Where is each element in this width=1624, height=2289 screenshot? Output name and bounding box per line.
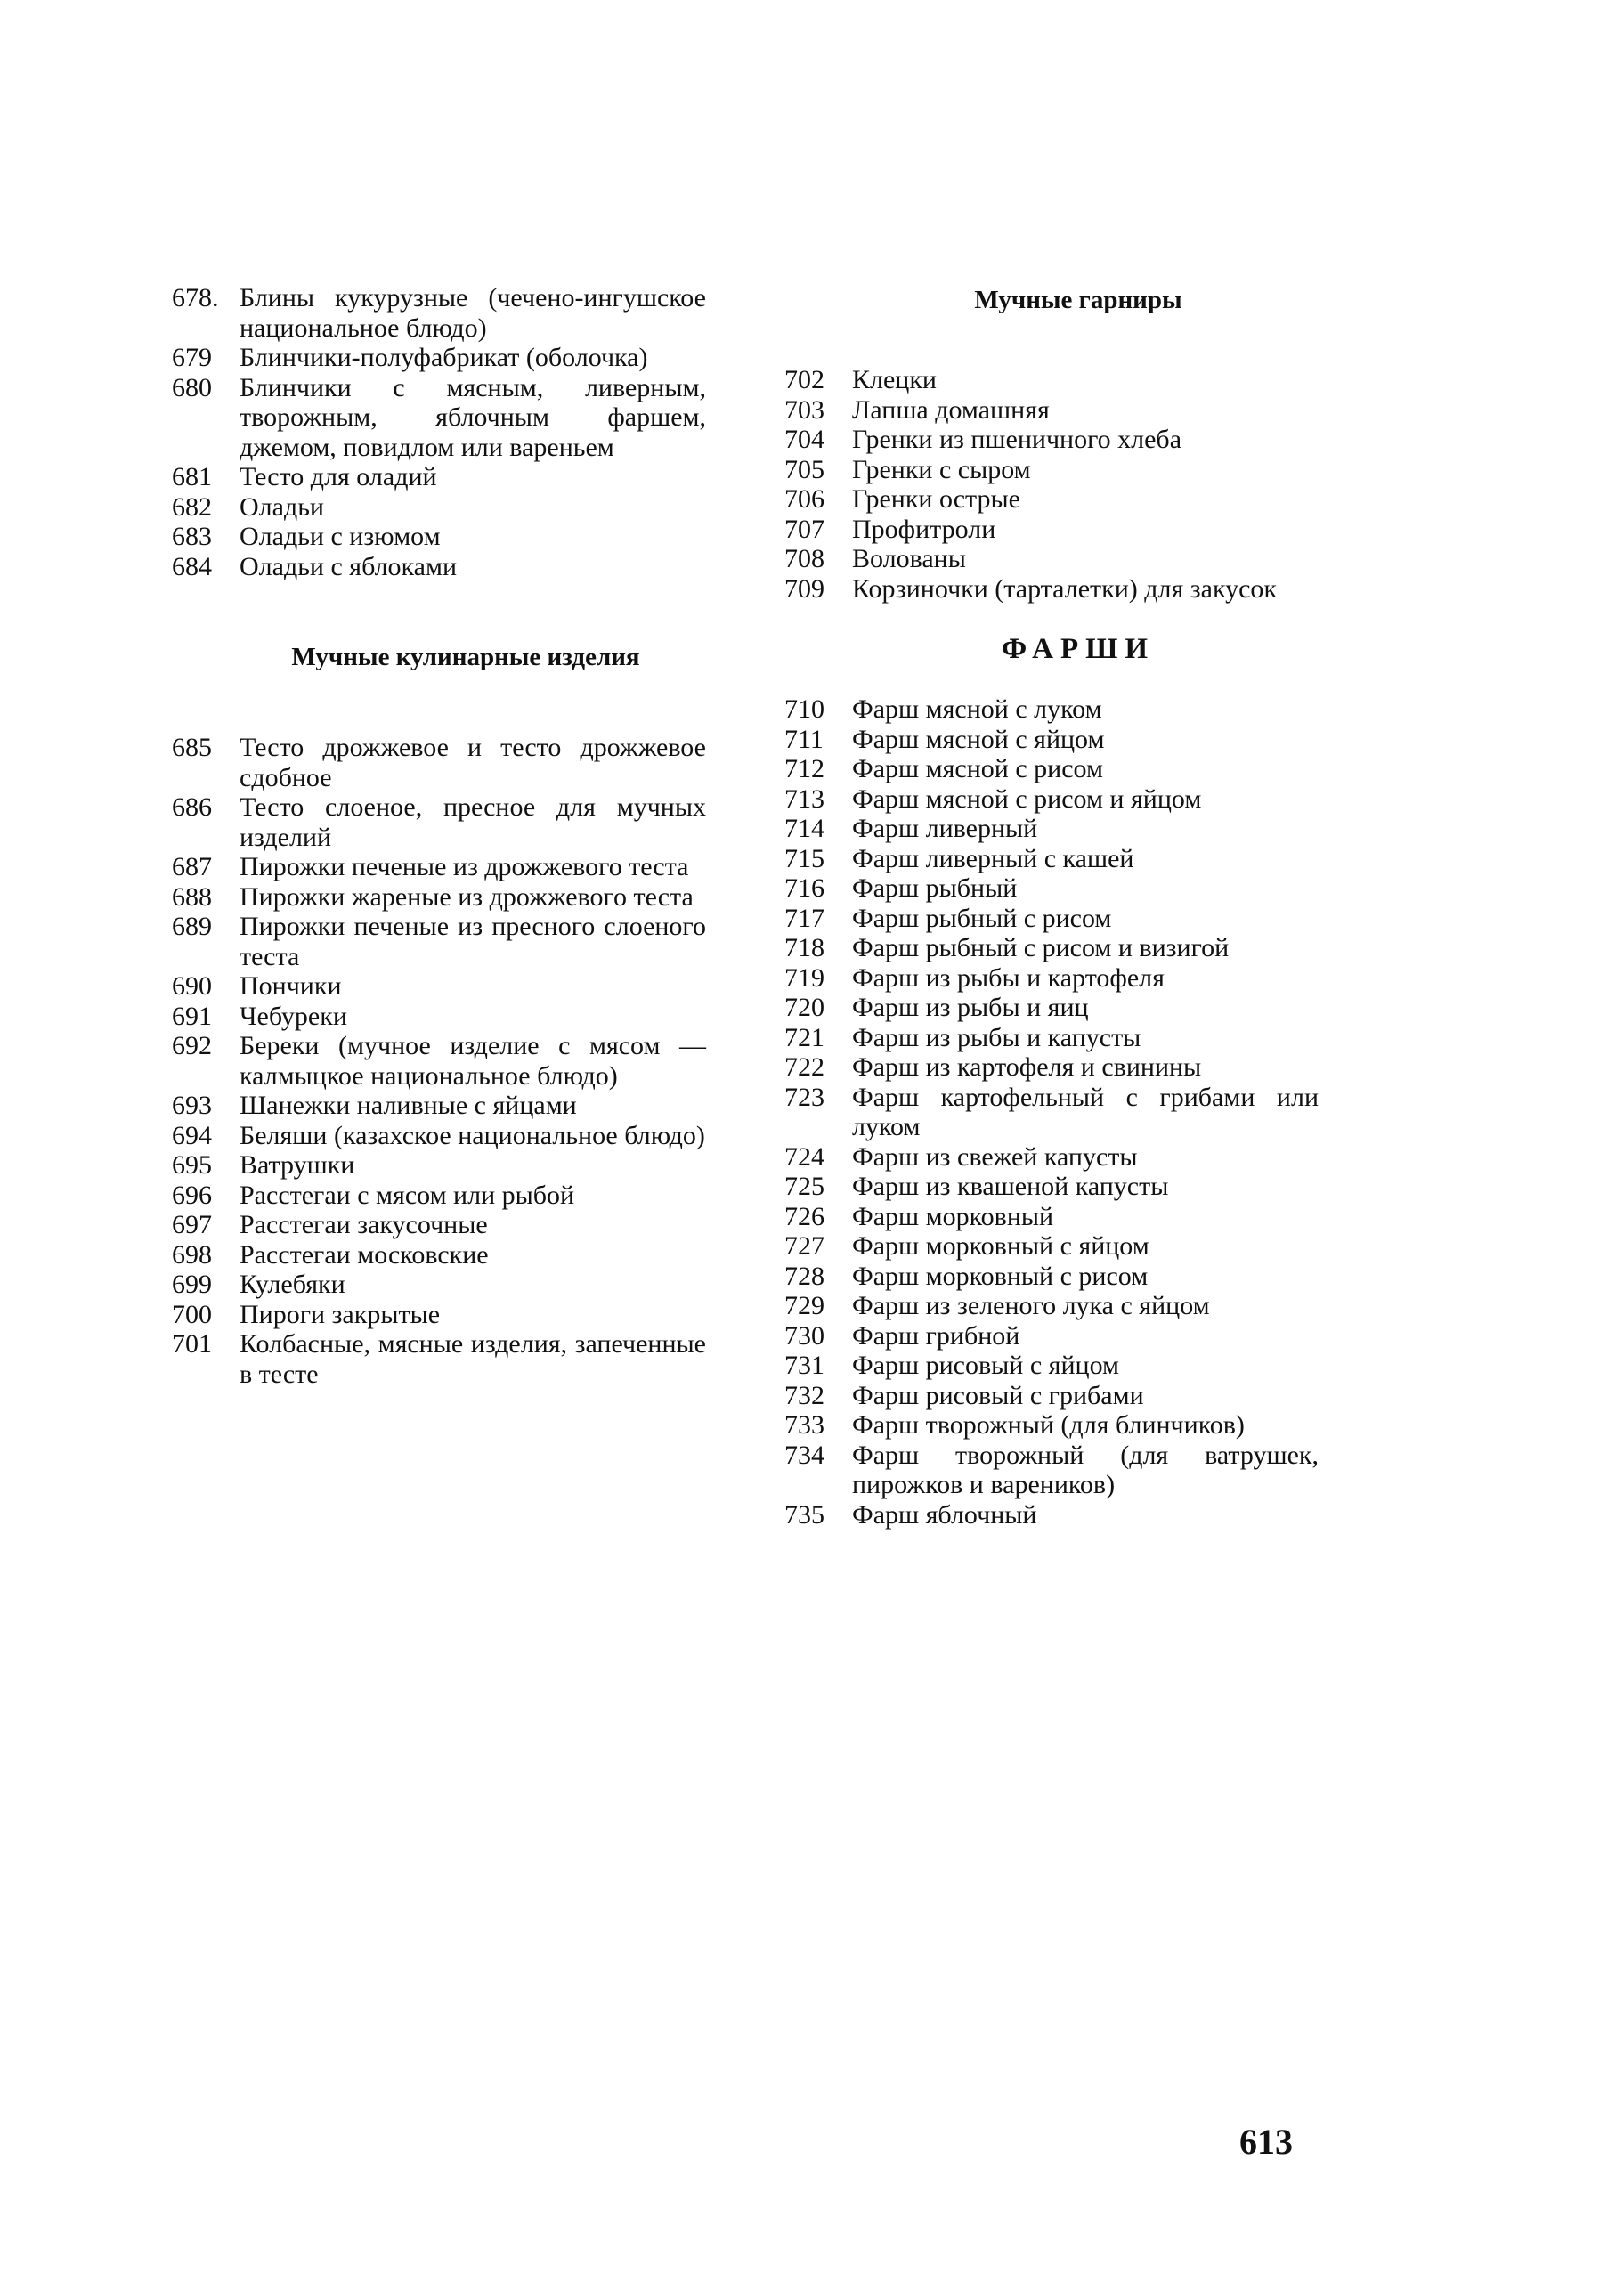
item-number: 708 bbox=[784, 544, 824, 573]
item-title: Пончики bbox=[240, 971, 342, 1001]
list-item bbox=[784, 365, 1319, 395]
item-title: Кулебяки bbox=[240, 1270, 345, 1299]
list-item bbox=[784, 1291, 1319, 1321]
item-number: 709 bbox=[784, 573, 824, 604]
list-item bbox=[784, 784, 1319, 815]
item-number: 681 bbox=[172, 462, 212, 491]
item-number: 693 bbox=[172, 1091, 212, 1120]
item-title: Гренки с сыром bbox=[852, 454, 1031, 484]
item-title: Фарш из квашеной капусты bbox=[852, 1172, 1169, 1201]
item-title: Профитроли bbox=[852, 514, 996, 544]
list-item bbox=[784, 1231, 1319, 1262]
item-title: Оладьи с изюмом bbox=[240, 522, 441, 551]
left-column bbox=[172, 283, 706, 1389]
item-number: 721 bbox=[784, 1022, 824, 1052]
item-title: Фарш картофельный с грибами или луком bbox=[852, 1082, 1319, 1141]
item-number: 734 bbox=[784, 1440, 824, 1470]
item-title: Фарш рисовый с грибами bbox=[852, 1380, 1144, 1410]
list-item bbox=[784, 455, 1319, 485]
list-item bbox=[172, 792, 706, 852]
item-number: 704 bbox=[784, 425, 824, 454]
item-title: Фарш рыбный с рисом bbox=[852, 903, 1112, 933]
item-title: Оладьи bbox=[240, 491, 324, 522]
list-item bbox=[172, 1329, 706, 1389]
list-item bbox=[784, 1381, 1319, 1411]
list-item bbox=[784, 933, 1319, 963]
list-item bbox=[172, 1210, 706, 1240]
list-item bbox=[172, 971, 706, 1002]
list-item bbox=[784, 873, 1319, 904]
item-number: 723 bbox=[784, 1082, 824, 1112]
item-title: Фарш морковный bbox=[852, 1201, 1054, 1231]
item-number: 728 bbox=[784, 1261, 824, 1291]
item-title: Фарш из зеленого лука с яйцом bbox=[852, 1291, 1210, 1320]
list-item bbox=[784, 1351, 1319, 1381]
item-title: Тесто для оладий bbox=[240, 462, 437, 491]
item-number: 733 bbox=[784, 1410, 824, 1440]
item-title: Пирожки печеные из дрожжевого теста bbox=[240, 852, 689, 881]
item-number: 726 bbox=[784, 1201, 824, 1231]
list-item bbox=[172, 373, 706, 463]
item-title: Фарш творожный (для ватрушек, пирожков и вареников) bbox=[852, 1440, 1319, 1499]
item-number: 680 bbox=[172, 372, 212, 402]
item-title: Чебуреки bbox=[240, 1001, 347, 1031]
item-number: 692 bbox=[172, 1031, 212, 1060]
item-number: 707 bbox=[784, 514, 824, 544]
item-number: 724 bbox=[784, 1141, 824, 1172]
item-title: Пироги закрытые bbox=[240, 1299, 441, 1329]
list-item bbox=[784, 904, 1319, 934]
item-number: 691 bbox=[172, 1001, 212, 1031]
item-title: Фарш рисовый с яйцом bbox=[852, 1351, 1119, 1380]
item-title: Расстегаи с мясом или рыбой bbox=[240, 1180, 575, 1210]
item-number: 705 bbox=[784, 454, 824, 484]
list-item bbox=[172, 733, 706, 792]
list-item bbox=[784, 1410, 1319, 1441]
section-heading: Мучные кулинарные изделия bbox=[291, 643, 640, 671]
list-item bbox=[172, 852, 706, 882]
item-number: 712 bbox=[784, 754, 824, 783]
item-number: 695 bbox=[172, 1150, 212, 1180]
recipe-list bbox=[172, 283, 706, 581]
list-item bbox=[172, 1240, 706, 1270]
list-item bbox=[784, 395, 1319, 426]
recipe-list bbox=[784, 365, 1319, 604]
list-item bbox=[172, 343, 706, 373]
item-title: Фарш из картофеля и свинины bbox=[852, 1052, 1202, 1082]
item-title: Береки (мучное изделие с мясом — калмыцкое национальное блюдо) bbox=[240, 1031, 706, 1091]
item-number: 713 bbox=[784, 783, 824, 814]
page-number: 613 bbox=[1239, 2122, 1293, 2162]
item-title: Фарш мясной с луком bbox=[852, 694, 1102, 724]
item-number: 689 bbox=[172, 912, 212, 941]
item-title: Тесто слоеное, пресное для мучных изделий bbox=[240, 792, 706, 852]
item-title: Гренки острые bbox=[852, 484, 1020, 514]
item-title: Колбасные, мясные изделия, запеченные в тесте bbox=[240, 1329, 706, 1389]
list-item bbox=[784, 1500, 1319, 1530]
item-title: Лапша домашняя bbox=[852, 394, 1050, 425]
item-title: Расстегаи московские bbox=[240, 1239, 489, 1270]
item-title: Фарш из свежей капусты bbox=[852, 1141, 1138, 1172]
item-number: 715 bbox=[784, 843, 824, 873]
item-title: Ватрушки bbox=[240, 1150, 355, 1180]
item-number: 697 bbox=[172, 1210, 212, 1239]
item-number: 699 bbox=[172, 1270, 212, 1299]
chapter-heading: ФАРШИ bbox=[1001, 633, 1156, 665]
list-item bbox=[784, 1202, 1319, 1232]
item-number: 714 bbox=[784, 814, 824, 843]
list-item bbox=[784, 1441, 1319, 1500]
item-number: 686 bbox=[172, 792, 212, 822]
item-title: Фарш морковный с яйцом bbox=[852, 1231, 1149, 1261]
item-number: 678. bbox=[172, 283, 219, 313]
section-heading: Мучные гарниры bbox=[974, 286, 1182, 314]
list-item bbox=[172, 1121, 706, 1151]
item-title: Фарш грибной bbox=[852, 1320, 1020, 1351]
item-title: Блинчики с мясным, ливерным, творожным, яблочным фаршем, джемом, повидлом или вареньем bbox=[240, 372, 706, 462]
right-column bbox=[784, 285, 1319, 1530]
item-title: Фарш ливерный с кашей bbox=[852, 843, 1134, 873]
item-number: 702 bbox=[784, 365, 824, 394]
item-title: Расстегаи закусочные bbox=[240, 1210, 488, 1239]
list-item bbox=[172, 1181, 706, 1211]
item-title: Фарш морковный с рисом bbox=[852, 1261, 1149, 1291]
item-number: 700 bbox=[172, 1299, 212, 1329]
item-title: Пирожки жареные из дрожжевого теста bbox=[240, 881, 694, 912]
item-title: Фарш рыбный bbox=[852, 873, 1018, 903]
item-title: Фарш творожный (для блинчиков) bbox=[852, 1410, 1245, 1440]
item-title: Фарш из рыбы и капусты bbox=[852, 1022, 1141, 1052]
item-title: Корзиночки (тарталетки) для закусок bbox=[852, 573, 1277, 604]
list-item bbox=[784, 814, 1319, 844]
item-number: 685 bbox=[172, 733, 212, 762]
list-item bbox=[784, 1023, 1319, 1053]
list-item bbox=[172, 1031, 706, 1091]
item-number: 690 bbox=[172, 971, 212, 1001]
list-item bbox=[172, 1270, 706, 1300]
list-item bbox=[172, 462, 706, 492]
list-item bbox=[172, 552, 706, 582]
item-number: 717 bbox=[784, 903, 824, 933]
item-title: Фарш из рыбы и картофеля bbox=[852, 962, 1165, 993]
list-item bbox=[784, 993, 1319, 1023]
item-number: 710 bbox=[784, 694, 824, 724]
item-number: 688 bbox=[172, 881, 212, 912]
item-number: 687 bbox=[172, 852, 212, 881]
list-item bbox=[172, 1002, 706, 1032]
list-item bbox=[784, 544, 1319, 574]
item-number: 683 bbox=[172, 522, 212, 551]
item-number: 727 bbox=[784, 1231, 824, 1261]
list-item bbox=[784, 1083, 1319, 1142]
list-item bbox=[172, 912, 706, 971]
item-number: 711 bbox=[784, 724, 824, 754]
item-number: 732 bbox=[784, 1380, 824, 1410]
recipe-list bbox=[784, 694, 1319, 1530]
item-number: 725 bbox=[784, 1172, 824, 1201]
item-number: 703 bbox=[784, 394, 824, 425]
list-item bbox=[172, 1091, 706, 1121]
item-number: 730 bbox=[784, 1320, 824, 1351]
list-item bbox=[784, 574, 1319, 605]
list-item bbox=[172, 492, 706, 523]
list-item bbox=[172, 1300, 706, 1330]
item-number: 720 bbox=[784, 993, 824, 1022]
item-title: Фарш мясной с рисом и яйцом bbox=[852, 783, 1202, 814]
item-number: 722 bbox=[784, 1052, 824, 1082]
list-item bbox=[784, 1172, 1319, 1202]
item-title: Блины кукурузные (чечено-ингушское национальное блюдо) bbox=[240, 283, 706, 343]
list-item bbox=[784, 694, 1319, 725]
item-title: Пирожки печеные из пресного слоеного теста bbox=[240, 912, 706, 971]
item-number: 735 bbox=[784, 1499, 824, 1530]
list-item bbox=[784, 515, 1319, 545]
item-number: 682 bbox=[172, 491, 212, 522]
item-number: 698 bbox=[172, 1239, 212, 1270]
list-item bbox=[784, 425, 1319, 455]
item-number: 729 bbox=[784, 1291, 824, 1320]
item-title: Фарш из рыбы и яиц bbox=[852, 993, 1089, 1022]
list-item bbox=[172, 522, 706, 552]
item-number: 719 bbox=[784, 962, 824, 993]
item-title: Беляши (казахское национальное блюдо) bbox=[240, 1120, 705, 1150]
item-title: Фарш ливерный bbox=[852, 814, 1038, 843]
item-title: Шанежки наливные с яйцами bbox=[240, 1091, 577, 1120]
list-item bbox=[784, 1262, 1319, 1292]
item-title: Гренки из пшеничного хлеба bbox=[852, 425, 1182, 454]
list-item bbox=[784, 844, 1319, 874]
list-item bbox=[784, 725, 1319, 755]
list-item bbox=[172, 882, 706, 913]
list-item bbox=[784, 963, 1319, 994]
item-title: Тесто дрожжевое и тесто дрожжевое сдобное bbox=[240, 733, 706, 792]
list-item bbox=[784, 1142, 1319, 1173]
item-title: Волованы bbox=[852, 544, 966, 573]
item-title: Фарш рыбный с рисом и визигой bbox=[852, 933, 1230, 962]
item-number: 696 bbox=[172, 1180, 212, 1210]
item-title: Оладьи с яблоками bbox=[240, 551, 458, 581]
item-number: 684 bbox=[172, 551, 212, 581]
item-title: Фарш мясной с рисом bbox=[852, 754, 1103, 783]
item-title: Фарш яблочный bbox=[852, 1499, 1037, 1530]
item-number: 701 bbox=[172, 1329, 212, 1359]
item-title: Фарш мясной с яйцом bbox=[852, 724, 1105, 754]
recipe-list bbox=[172, 733, 706, 1389]
item-number: 731 bbox=[784, 1351, 824, 1380]
list-item bbox=[172, 283, 706, 343]
list-item bbox=[784, 754, 1319, 784]
list-item bbox=[784, 484, 1319, 515]
item-number: 694 bbox=[172, 1120, 212, 1150]
list-item bbox=[172, 1150, 706, 1181]
list-item bbox=[784, 1321, 1319, 1351]
list-item bbox=[784, 1052, 1319, 1083]
item-title: Клецки bbox=[852, 365, 937, 394]
item-number: 679 bbox=[172, 343, 212, 372]
item-number: 706 bbox=[784, 484, 824, 514]
item-number: 718 bbox=[784, 933, 824, 962]
item-number: 716 bbox=[784, 873, 824, 903]
item-title: Блинчики-полуфабрикат (оболочка) bbox=[240, 343, 648, 372]
